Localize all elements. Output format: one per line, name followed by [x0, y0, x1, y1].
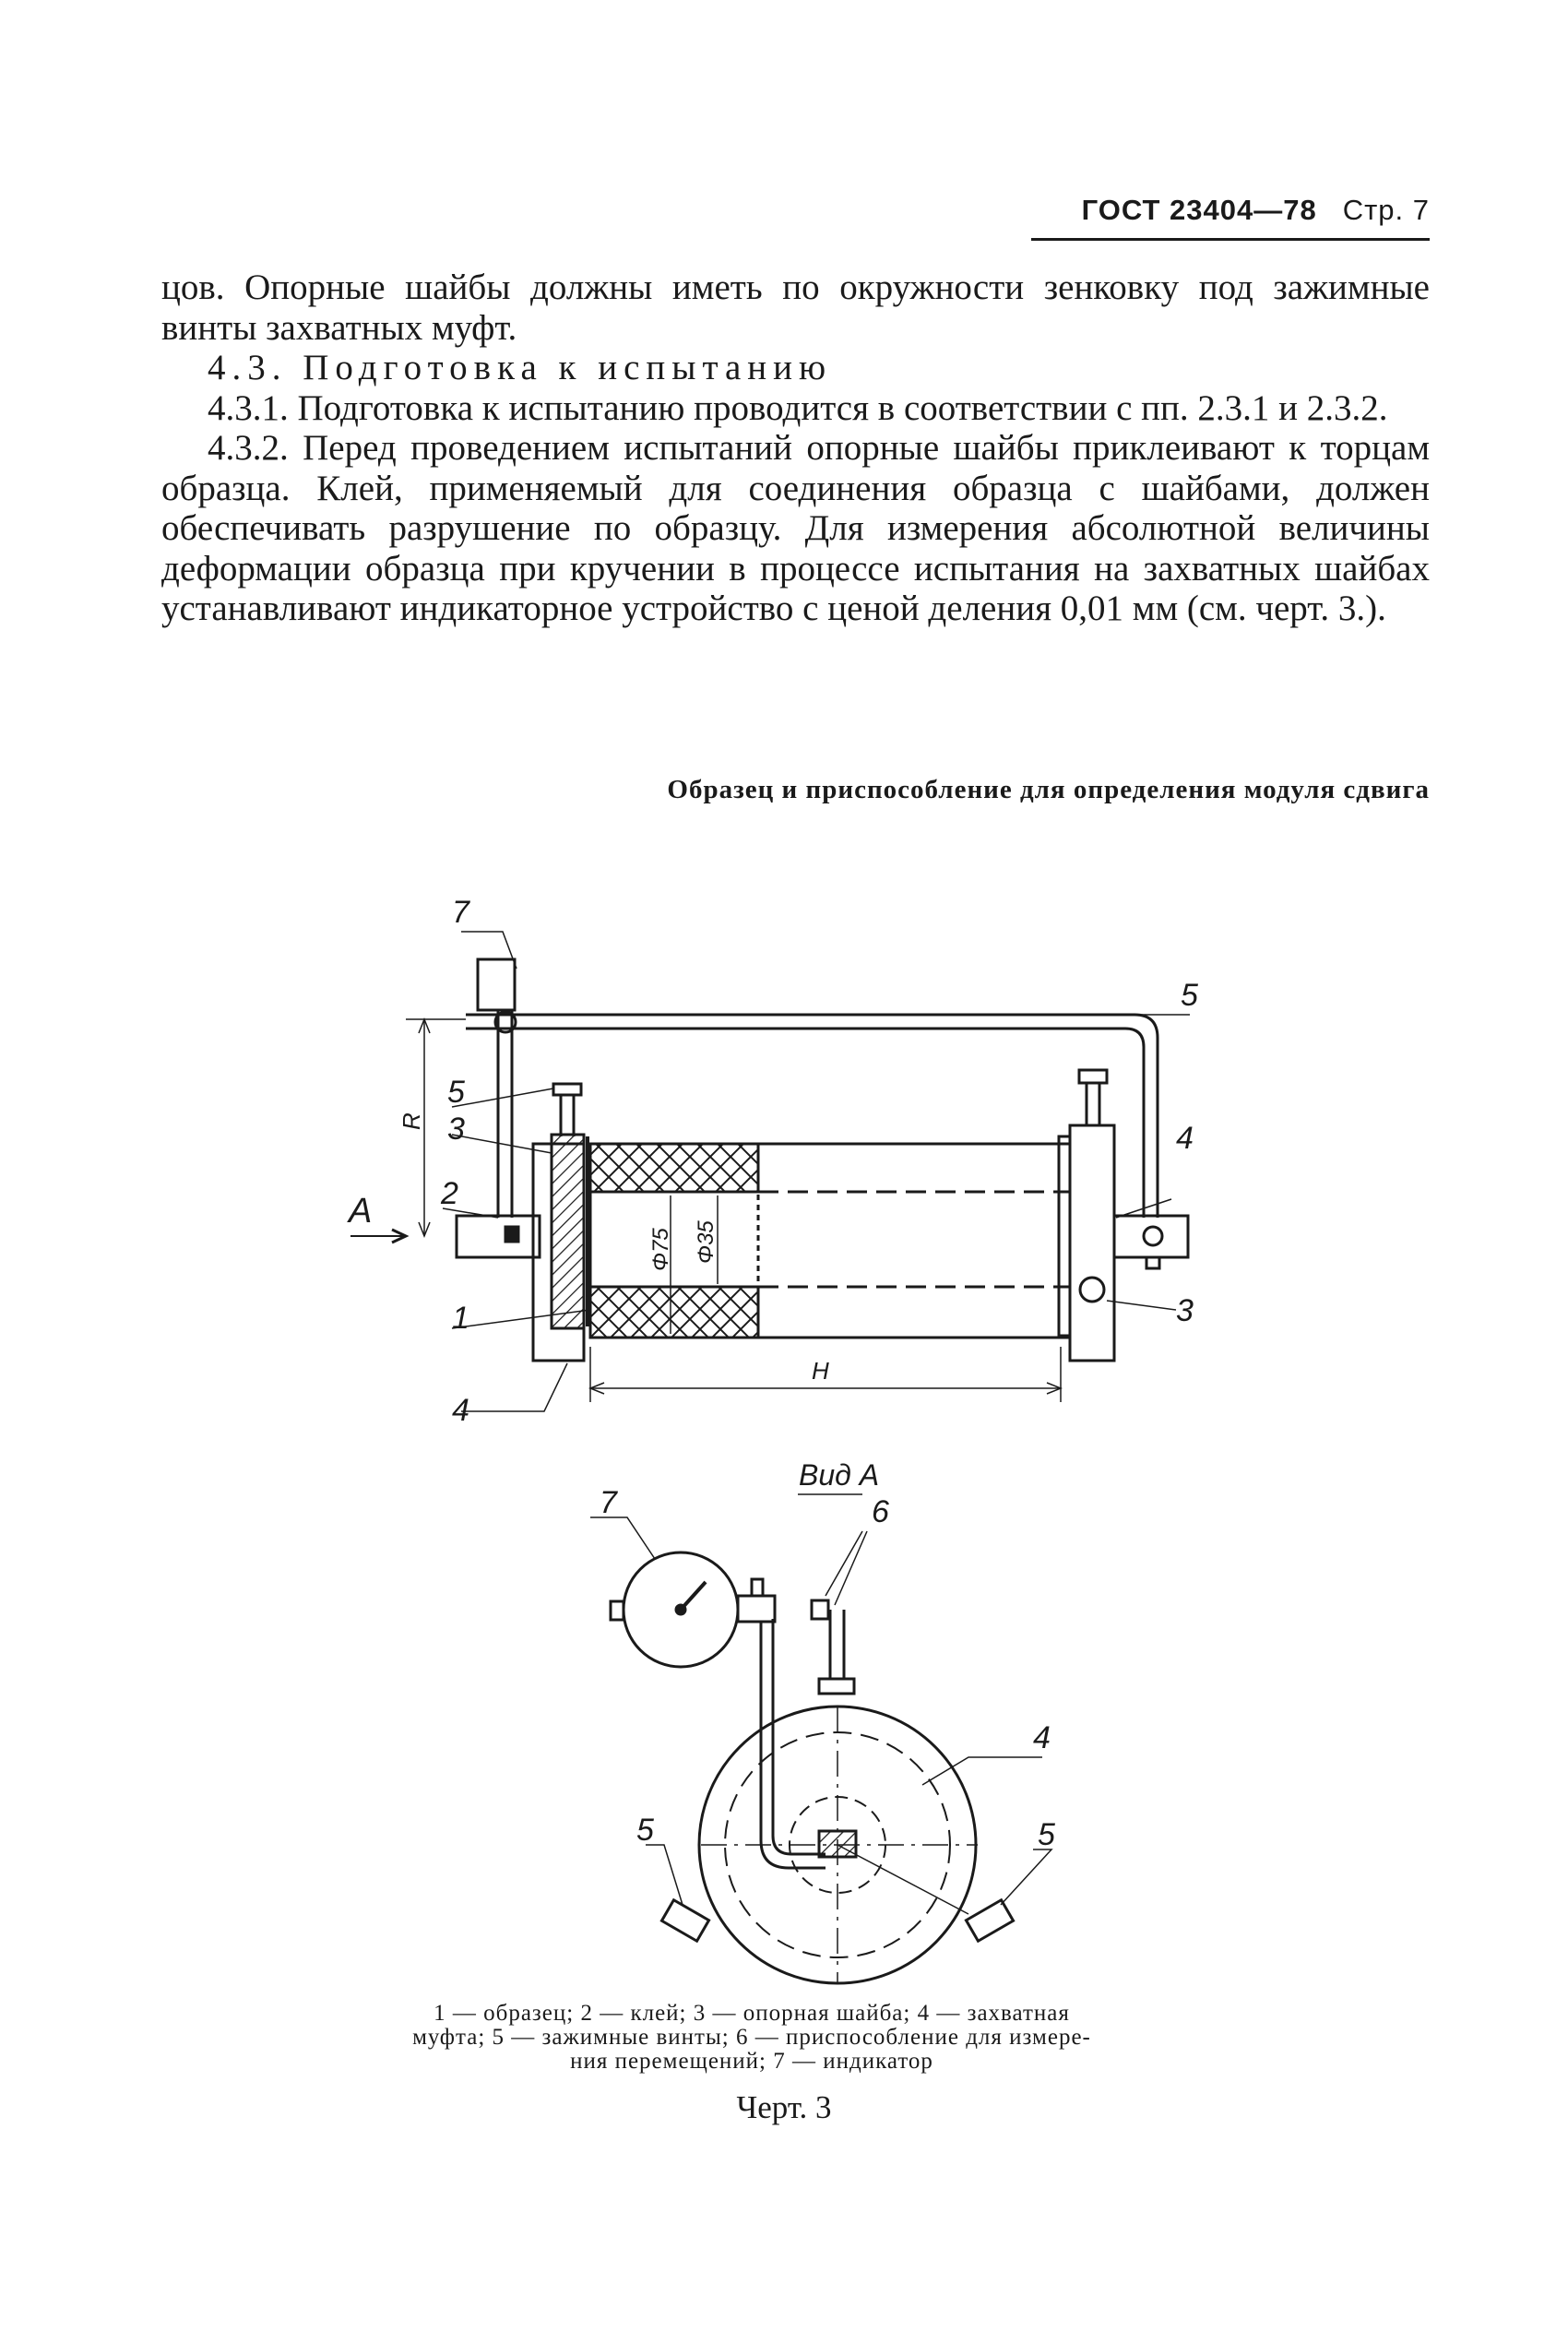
label-4-right: 4: [1176, 1121, 1194, 1156]
label-3-left: 3: [447, 1112, 465, 1147]
paragraph-4-3-2: 4.3.2. Перед проведением испытаний опорные шайбы приклеивают к торцам образца. Клей, применяемый для соединения образца с шайбами, должен обеспечивать разрушение по образцу. Для измерения абсолютной величины деформации образца при кручении в процессе испытания на захватных шайбах устанавливают индикаторное устройство с ценой деления 0,01 мм (см. черт. 3.).: [161, 428, 1430, 628]
label-2: 2: [441, 1176, 458, 1211]
legend-line: 1 — образец; 2 — клей; 3 — опорная шайба; 4 — захватная: [434, 2001, 1070, 2026]
page-header: [1033, 194, 1430, 227]
label-5-left: 5: [447, 1075, 465, 1110]
dim-d75: Φ75: [648, 1228, 673, 1271]
legend-line: ния перемещений; 7 — индикатор: [570, 2049, 933, 2074]
standard-number: ГОСТ 23404—78: [1081, 194, 1317, 226]
arrow-a-label: A: [349, 1192, 373, 1231]
dim-r: R: [398, 1112, 425, 1130]
left-shaft: [457, 1216, 540, 1257]
label-1: 1: [452, 1301, 469, 1336]
page-number: Стр. 7: [1342, 194, 1430, 226]
figure-legend: [318, 2002, 1185, 2074]
figure-title: Образец и приспособление для определения модуля сдвига: [667, 775, 1430, 804]
label-3-right: 3: [1176, 1293, 1194, 1328]
technical-drawing: [314, 876, 1254, 2020]
legend-line: муфта; 5 — зажимные винты; 6 — приспособление для измере-: [412, 2025, 1091, 2050]
label-4-left: 4: [452, 1393, 469, 1428]
side-view: [350, 932, 1190, 1411]
label-6: 6: [872, 1494, 889, 1529]
paragraph-4-3-1: 4.3.1. Подготовка к испытанию проводится в соответствии с пп. 2.3.1 и 2.3.2.: [208, 387, 1388, 428]
label-7-side: 7: [452, 895, 469, 930]
view-a: [590, 1494, 1051, 1983]
section-heading-4-3: 4.3. Подготовка к испытанию: [208, 348, 833, 387]
header-rule: [1031, 238, 1430, 241]
right-coupling: [1070, 1125, 1114, 1361]
dim-h: H: [812, 1357, 829, 1385]
dim-d35: Φ35: [694, 1220, 719, 1264]
label-5-view-right: 5: [1038, 1817, 1055, 1852]
view-a-labels: [600, 1458, 1055, 1852]
indicator-side: [478, 959, 515, 1010]
paragraph-continuation: цов. Опорные шайбы должны иметь по окружности зенковку под зажимные винты захватных муфт.: [161, 268, 1430, 348]
label-7-view: 7: [600, 1485, 617, 1520]
label-5-right: 5: [1181, 978, 1198, 1013]
left-washer: [552, 1135, 584, 1328]
figure-number: Черт. 3: [736, 2089, 832, 2125]
body-text: [161, 268, 1430, 629]
label-4-view: 4: [1033, 1720, 1051, 1755]
view-a-title: Вид А: [799, 1458, 880, 1492]
label-5-view-left: 5: [636, 1813, 654, 1848]
right-shaft: [1114, 1216, 1188, 1257]
